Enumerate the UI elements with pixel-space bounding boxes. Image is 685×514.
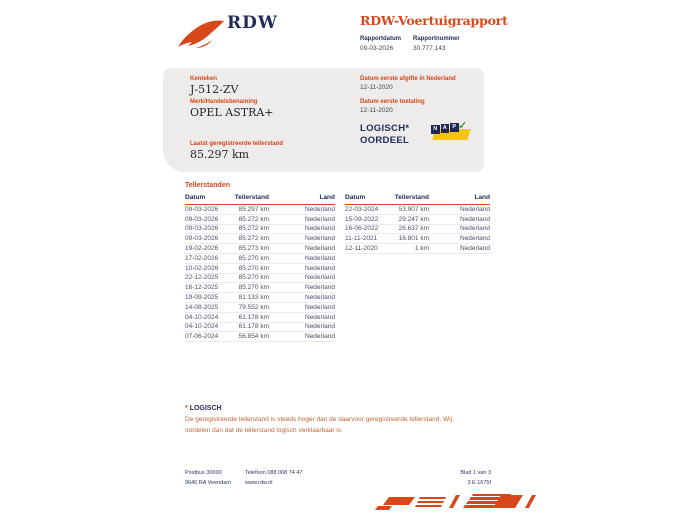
table-cell: Nederland — [305, 323, 335, 331]
table-cell: 56.854 km — [238, 333, 269, 341]
table-cell: 14-08-2025 — [185, 303, 219, 311]
report-number-block — [413, 36, 460, 52]
table-cell: 81.133 km — [238, 294, 269, 302]
table-cell: 16-12-2025 — [185, 284, 219, 292]
afgifte-value: 12-11-2020 — [360, 84, 393, 91]
footnote-body: De geregistreerde tellerstand is steeds hoger dan de daarvoor geregistreerde tellerstand. Wij oordelen dan dat de tellerstand logisch verklaarbaar is. — [185, 416, 453, 434]
afgifte-label: Datum eerste afgifte in Nederland — [360, 76, 456, 82]
table-cell: Nederland — [305, 264, 335, 272]
table-cell: 19-09-2025 — [185, 294, 219, 302]
table-cell: 85.272 km — [238, 225, 269, 233]
table-cell: Nederland — [305, 333, 335, 341]
report-number-value: 30.777.143 — [413, 45, 446, 52]
table-cell: Nederland — [460, 235, 490, 243]
table-cell: 85.297 km — [238, 205, 269, 213]
table-row — [185, 225, 335, 235]
table-cell: Nederland — [305, 245, 335, 253]
table-cell: Nederland — [305, 235, 335, 243]
oordeel-line1: LOGISCH* — [360, 123, 410, 134]
table-cell: 61.178 km — [238, 313, 269, 321]
toelating-value: 12-11-2020 — [360, 107, 393, 114]
table-row — [185, 283, 335, 293]
table-body — [345, 205, 490, 254]
table-cell: 61.178 km — [238, 323, 269, 331]
deco-stripes-graphic — [375, 491, 547, 512]
tellerstanden-table-left — [185, 194, 335, 342]
footnote-title-text: LOGISCH — [189, 405, 222, 412]
table-cell: 53.907 km — [398, 205, 429, 213]
table-cell: 85.270 km — [238, 284, 269, 292]
column-header-datum: Datum — [345, 194, 366, 201]
kenteken-label: Kenteken — [190, 76, 218, 82]
table-cell: 85.272 km — [238, 235, 269, 243]
column-header-datum: Datum — [185, 194, 206, 201]
footer-address-line2: 9640 RA Veendam — [185, 479, 231, 486]
table-header — [345, 194, 490, 205]
tellerstanden-section — [185, 182, 490, 354]
table-cell: Nederland — [305, 205, 335, 213]
nap-letter-n: N — [431, 125, 440, 134]
table-cell: 07-06-2024 — [185, 333, 219, 341]
tellerstand-value: 85.297 km — [190, 148, 250, 161]
oordeel-line2: OORDEEL — [360, 135, 410, 146]
table-cell: Nederland — [305, 254, 335, 262]
footer-website: www.rdw.nl — [245, 479, 273, 486]
footer-contact — [245, 469, 303, 488]
rdw-wing-icon — [178, 19, 224, 49]
table-cell: Nederland — [305, 294, 335, 302]
footnote — [185, 405, 477, 436]
table-cell: 16.801 km — [398, 235, 429, 243]
table-cell: Nederland — [305, 215, 335, 223]
footer-page-number: Blad 1 van 3 — [460, 470, 491, 476]
table-row — [185, 234, 335, 244]
nap-letter-a: A — [441, 124, 450, 133]
table-header — [185, 194, 335, 205]
table-cell: 16-06-2022 — [345, 225, 379, 233]
table-cell: Nederland — [460, 215, 490, 223]
checkmark-icon: ✓ — [458, 120, 468, 132]
table-row — [185, 303, 335, 313]
table-row — [185, 254, 335, 264]
footer-address-line1: Postbus 30000 — [185, 470, 222, 476]
table-row — [345, 205, 490, 215]
table-cell: 22-03-2024 — [345, 205, 379, 213]
tellerstanden-title: Tellerstanden — [185, 182, 230, 189]
table-cell: 85.270 km — [238, 274, 269, 282]
table-row — [345, 215, 490, 225]
column-header-tellerstand: Tellerstand — [234, 194, 269, 201]
table-row — [185, 313, 335, 323]
table-cell: Nederland — [305, 274, 335, 282]
footnote-title — [185, 405, 477, 412]
table-row — [345, 244, 490, 254]
table-row — [185, 332, 335, 342]
table-row — [185, 205, 335, 215]
report-title: RDW-Voertuigrapport — [360, 13, 508, 28]
merk-label: Merk/Handelsbenaming — [190, 99, 258, 105]
footer-form-code: 3 E 1675f — [467, 479, 491, 486]
table-cell: 04-10-2024 — [185, 323, 219, 331]
table-cell: 85.273 km — [238, 245, 269, 253]
table-row — [345, 225, 490, 235]
column-header-land: Land — [319, 194, 335, 201]
table-row — [345, 234, 490, 244]
table-row — [185, 244, 335, 254]
table-cell: 09-03-2026 — [185, 225, 219, 233]
table-body — [185, 205, 335, 342]
table-cell: Nederland — [460, 225, 490, 233]
table-cell: 09-03-2026 — [185, 235, 219, 243]
table-cell: 09-03-2026 — [185, 205, 219, 213]
table-cell: 85.270 km — [238, 254, 269, 262]
table-cell: 79.552 km — [238, 303, 269, 311]
table-cell: Nederland — [305, 284, 335, 292]
toelating-label: Datum eerste toelating — [360, 99, 425, 105]
table-cell: 22-12-2025 — [185, 274, 219, 282]
table-cell: 26.637 km — [398, 225, 429, 233]
tellerstand-label: Laatst geregistreerde tellerstand — [190, 141, 284, 147]
table-cell: 1 km — [414, 245, 429, 253]
merk-value: OPEL ASTRA+ — [190, 106, 274, 119]
nap-logo — [431, 121, 473, 143]
report-meta — [360, 36, 460, 52]
column-header-tellerstand: Tellerstand — [394, 194, 429, 201]
table-cell: 85.270 km — [238, 264, 269, 272]
table-row — [185, 264, 335, 274]
table-cell: Nederland — [460, 205, 490, 213]
vehicle-info-box — [163, 68, 484, 172]
table-row — [185, 323, 335, 333]
table-cell: 10-02-2026 — [185, 264, 219, 272]
report-number-label: Rapportnummer — [413, 36, 460, 42]
table-cell: Nederland — [305, 303, 335, 311]
oordeel-text — [360, 123, 409, 147]
table-cell: 04-10-2024 — [185, 313, 219, 321]
table-cell: 11-11-2021 — [345, 235, 378, 243]
table-cell: Nederland — [460, 245, 490, 253]
report-date-block — [360, 36, 401, 52]
table-cell: 19-02-2026 — [185, 245, 219, 253]
table-row — [185, 274, 335, 284]
nap-letter-p: P — [450, 123, 459, 132]
table-cell: 85.272 km — [238, 215, 269, 223]
table-cell: Nederland — [305, 313, 335, 321]
report-date-label: Rapportdatum — [360, 36, 401, 42]
table-row — [185, 293, 335, 303]
table-cell: 09-03-2026 — [185, 215, 219, 223]
table-cell: 17-02-2026 — [185, 254, 219, 262]
table-cell: 29.247 km — [398, 215, 429, 223]
table-cell: 12-11-2020 — [345, 245, 378, 253]
table-row — [185, 215, 335, 225]
footer-phone: Telefoon 088 008 74 47 — [245, 470, 303, 476]
footer-page-info — [460, 469, 491, 488]
report-date-value: 09-03-2026 — [360, 45, 394, 52]
rdw-logo-text: RDW — [227, 13, 278, 33]
table-cell: 15-09-2022 — [345, 215, 379, 223]
asterisk: * — [185, 405, 188, 412]
table-cell: Nederland — [305, 225, 335, 233]
column-header-land: Land — [474, 194, 490, 201]
footer-address — [185, 469, 231, 488]
kenteken-value: J-512-ZV — [190, 83, 239, 96]
tellerstanden-table-right — [345, 194, 490, 254]
